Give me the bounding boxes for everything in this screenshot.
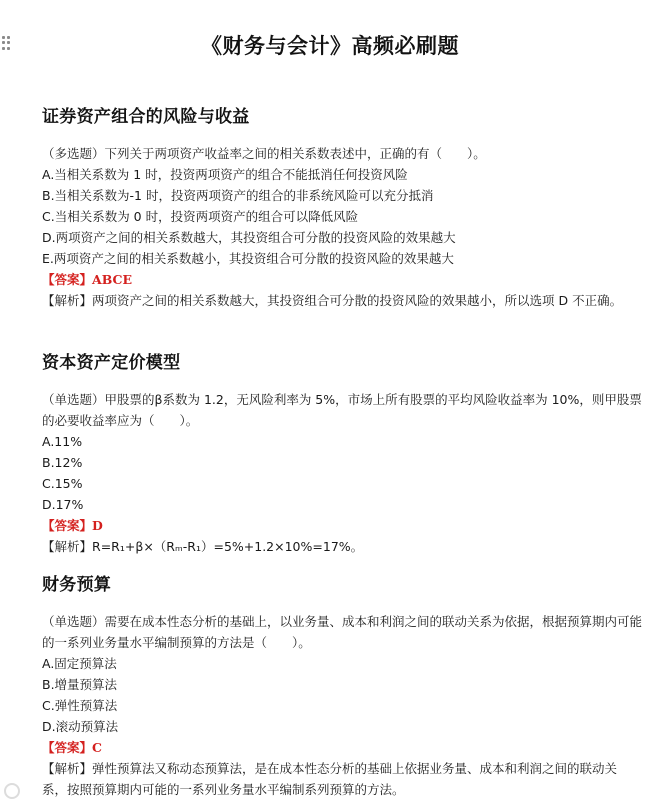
option-a: A.固定预算法	[42, 656, 117, 671]
option-b: B.增量预算法	[42, 677, 118, 692]
explanation-label: 【解析】	[42, 539, 93, 554]
answer-label: 【答案】	[42, 740, 93, 755]
option-a: A.当相关系数为 1 时，投资两项资产的组合不能抵消任何投资风险	[42, 167, 408, 182]
option-d: D.滚动预算法	[42, 719, 119, 734]
answer-row	[42, 269, 642, 290]
explanation-label: 【解析】	[42, 293, 93, 308]
section-heading: 证券资产组合的风险与收益	[42, 107, 250, 127]
explanation-text: 两项资产之间的相关系数越大，其投资组合可分散的投资风险的效果越小，所以选项 D 不正确。	[92, 293, 623, 308]
question-stem: （单选题）需要在成本性态分析的基础上，以业务量、成本和利润之间的联动关系为依据，根据预算期内可能的一系列业务量水平编制预算的方法是（ ）。	[42, 614, 643, 650]
option-a: A.11%	[42, 434, 83, 449]
explanation-text: 弹性预算法又称动态预算法，是在成本性态分析的基础上依据业务量、成本和利润之间的联动关系，按照预算期内可能的一系列业务量水平编制系列预算的方法。	[42, 761, 618, 797]
answer-value: ABCE	[92, 272, 132, 287]
option-b: B.12%	[42, 455, 83, 470]
answer-row	[42, 515, 642, 536]
watermark-logo-icon	[4, 780, 124, 802]
option-c: C.弹性预算法	[42, 698, 118, 713]
answer-row	[42, 737, 642, 758]
option-e: E.两项资产之间的相关系数越小，其投资组合可分散的投资风险的效果越大	[42, 251, 454, 266]
answer-value: C	[92, 740, 102, 755]
section-heading: 资本资产定价模型	[42, 353, 181, 373]
explanation-row	[42, 758, 642, 800]
option-d: D.两项资产之间的相关系数越大，其投资组合可分散的投资风险的效果越大	[42, 230, 456, 245]
option-d: D.17%	[42, 497, 84, 512]
explanation-row	[42, 536, 642, 557]
explanation-text: R=R₁+β×（Rₘ-R₁）=5%+1.2×10%=17%。	[92, 539, 364, 554]
option-b: B.当相关系数为-1 时，投资两项资产的组合的非系统风险可以充分抵消	[42, 188, 434, 203]
section-portfolio-risk	[42, 102, 642, 311]
section-budget	[42, 570, 642, 800]
option-c: C.15%	[42, 476, 83, 491]
question-stem: （单选题）甲股票的β系数为 1.2，无风险利率为 5%，市场上所有股票的平均风险收益率为 10%，则甲股票的必要收益率应为（ ）。	[42, 392, 642, 428]
answer-value: D	[92, 518, 103, 533]
section-heading: 财务预算	[42, 575, 112, 595]
explanation-label: 【解析】	[42, 761, 93, 776]
section-capm	[42, 348, 642, 557]
answer-label: 【答案】	[42, 272, 93, 287]
answer-label: 【答案】	[42, 518, 93, 533]
explanation-row	[42, 290, 642, 311]
question-stem: （多选题）下列关于两项资产收益率之间的相关系数表述中，正确的有（ ）。	[42, 146, 486, 161]
page-title: 《财务与会计》高频必刷题	[201, 33, 459, 58]
option-c: C.当相关系数为 0 时，投资两项资产的组合可以降低风险	[42, 209, 359, 224]
